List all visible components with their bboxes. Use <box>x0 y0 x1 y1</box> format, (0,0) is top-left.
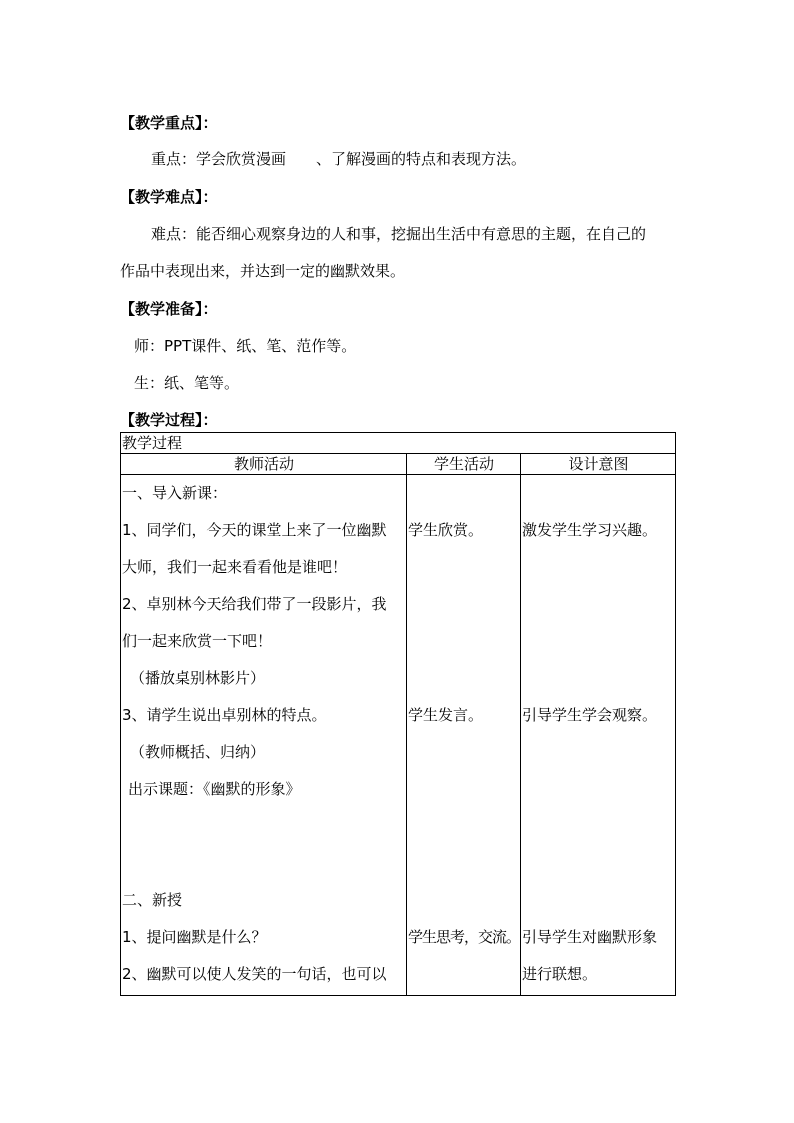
difficulties-text-line-2: 作品中表现出来，并达到一定的幽默效果。 <box>120 262 406 280</box>
design-line <box>522 845 675 882</box>
preparation-heading: 【教学准备】： <box>120 300 218 318</box>
design-line <box>522 734 675 771</box>
student-line: 学生欣赏。 <box>408 521 484 539</box>
key-points-text: 重点：学会欣赏漫画 、了解漫画的特点和表现方法。 <box>151 150 527 168</box>
design-line <box>522 623 675 660</box>
student-line <box>408 956 520 993</box>
student-line <box>408 623 520 660</box>
design-line: 引导学生对幽默形象 <box>522 928 658 946</box>
header-design-intent: 设计意图 <box>521 454 676 475</box>
header-student-activity: 学生活动 <box>407 454 521 475</box>
teacher-line: 3、请学生说出卓别林的特点。 <box>122 706 327 724</box>
design-intent-cell <box>521 475 676 996</box>
design-line <box>522 771 675 808</box>
student-line: 学生思考，交流。 <box>408 928 520 946</box>
student-line <box>408 845 520 882</box>
design-line <box>522 475 675 512</box>
difficulties-heading: 【教学难点】： <box>120 188 218 206</box>
student-line <box>408 586 520 623</box>
preparation-teacher: 师：PPT课件、纸、笔、范作等。 <box>134 337 357 355</box>
teacher-line: 二、新授 <box>122 891 183 909</box>
student-line <box>408 771 520 808</box>
key-points-heading: 【教学重点】： <box>120 114 218 132</box>
teacher-line <box>122 808 406 845</box>
teacher-line: 1、提问幽默是什么？ <box>122 928 267 946</box>
teacher-line: 2、幽默可以使人发笑的一句话，也可以 <box>122 965 387 983</box>
student-line <box>408 734 520 771</box>
teacher-line: 出示课题：《幽默的形象》 <box>128 780 301 798</box>
teacher-line: 2、卓别林今天给我们带了一段影片，我 <box>122 595 387 613</box>
student-line <box>408 808 520 845</box>
student-line <box>408 549 520 586</box>
student-line: 学生发言。 <box>408 706 484 724</box>
student-line <box>408 882 520 919</box>
design-line: 进行联想。 <box>522 965 598 983</box>
design-line <box>522 808 675 845</box>
teacher-line: 们一起来欣赏一下吧！ <box>122 632 273 650</box>
design-line <box>522 549 675 586</box>
header-teacher-activity: 教师活动 <box>121 454 407 475</box>
preparation-student: 生：纸、笔等。 <box>134 374 240 392</box>
difficulties-text-line-1: 难点：能否细心观察身边的人和事，挖掘出生活中有意思的主题，在自己的 <box>151 225 647 243</box>
lesson-process-table <box>120 432 676 996</box>
student-line <box>408 660 520 697</box>
design-line: 引导学生学会观察。 <box>522 706 658 724</box>
student-line <box>408 475 520 512</box>
teacher-line <box>122 845 406 882</box>
table-caption: 教学过程 <box>121 433 676 454</box>
teacher-line: （播放桌别林影片） <box>130 669 266 687</box>
teacher-activity-cell <box>121 475 407 996</box>
student-activity-cell <box>407 475 521 996</box>
teacher-line: 大师，我们一起来看看他是谁吧！ <box>122 558 348 576</box>
process-heading: 【教学过程】： <box>120 411 218 429</box>
teacher-line: （教师概括、归纳） <box>130 743 266 761</box>
design-line <box>522 660 675 697</box>
teacher-line: 一、导入新课： <box>122 484 228 502</box>
design-line: 激发学生学习兴趣。 <box>522 521 658 539</box>
teacher-line: 1、同学们，今天的课堂上来了一位幽默 <box>122 521 387 539</box>
design-line <box>522 586 675 623</box>
design-line <box>522 882 675 919</box>
